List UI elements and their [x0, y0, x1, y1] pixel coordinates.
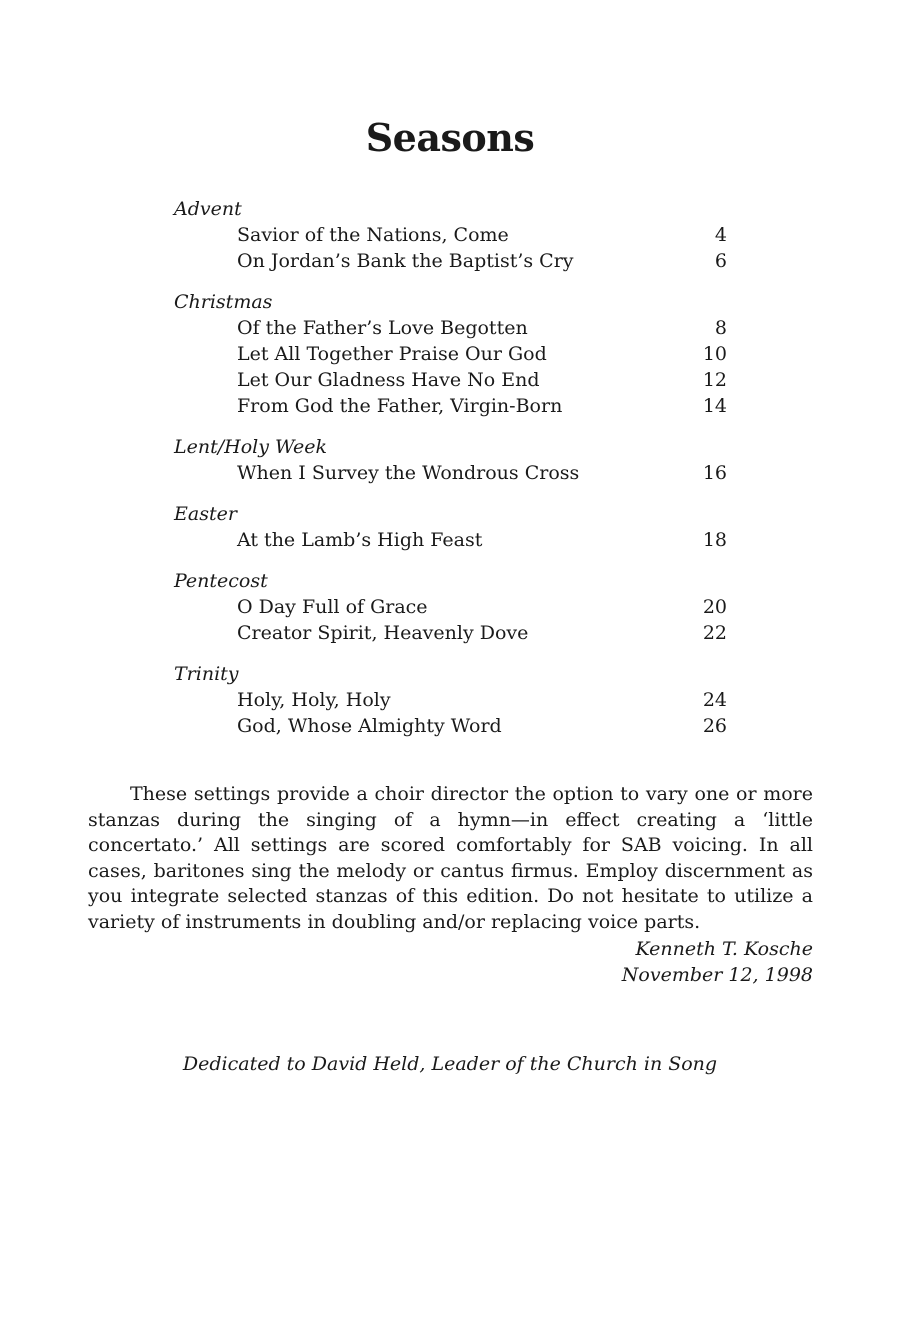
toc-section-lent [174, 434, 727, 486]
section-heading: Advent [174, 198, 242, 220]
toc-entry [174, 393, 727, 419]
entry-title: On Jordan’s Bank the Baptist’s Cry [237, 250, 574, 272]
entry-page-number: 10 [702, 343, 727, 365]
entry-page-number: 18 [702, 529, 727, 551]
toc-section-easter [174, 501, 727, 553]
entry-title: O Day Full of Grace [237, 596, 428, 618]
section-heading: Lent/Holy Week [174, 436, 327, 458]
entry-title: From God the Father, Virgin-Born [237, 395, 563, 417]
toc-entry [174, 687, 727, 713]
entry-title: Holy, Holy, Holy [237, 689, 391, 711]
section-heading: Pentecost [174, 570, 268, 592]
entry-page-number: 16 [702, 462, 727, 484]
entry-page-number: 20 [702, 596, 727, 618]
toc-section-pentecost [174, 568, 727, 646]
entry-title: God, Whose Almighty Word [237, 715, 502, 737]
entry-title: Let All Together Praise Our God [237, 343, 547, 365]
table-of-contents [174, 196, 727, 754]
signature-author: Kenneth T. Kosche [635, 938, 813, 960]
entry-title: Of the Father’s Love Begotten [237, 317, 528, 339]
entry-page-number: 26 [702, 715, 727, 737]
entry-page-number: 4 [714, 224, 727, 246]
toc-entry [174, 222, 727, 248]
entry-title: Let Our Gladness Have No End [237, 369, 540, 391]
entry-page-number: 8 [714, 317, 727, 339]
entry-title: When I Survey the Wondrous Cross [237, 462, 580, 484]
entry-page-number: 6 [714, 250, 727, 272]
toc-section-christmas [174, 289, 727, 419]
section-heading: Christmas [174, 291, 273, 313]
entry-title: Savior of the Nations, Come [237, 224, 509, 246]
signature-block [622, 936, 813, 988]
toc-entry [174, 367, 727, 393]
toc-section-advent [174, 196, 727, 274]
dedication: Dedicated to David Held, Leader of the Church in Song [182, 1053, 718, 1075]
entry-page-number: 14 [702, 395, 727, 417]
intro-paragraph: These settings provide a choir director the option to vary one or more stanzas during the singing of a hymn—in effect creating a ‘little concertato.’ All settings are scored comfortably for SAB voicing. In all cases, baritones sing the melody or cantus firmus. Employ discernment as you integrate selected stanzas of this edition. Do not hesitate to utilize a variety of instruments in doubling and/or replacing voice parts. [88, 783, 813, 933]
toc-entry [174, 315, 727, 341]
toc-entry [174, 460, 727, 486]
entry-title: At the Lamb’s High Feast [237, 529, 483, 551]
toc-entry [174, 620, 727, 646]
toc-entry [174, 594, 727, 620]
page-title: Seasons [365, 115, 535, 160]
signature-date: November 12, 1998 [621, 964, 813, 986]
toc-section-trinity [174, 661, 727, 739]
entry-page-number: 24 [702, 689, 727, 711]
entry-page-number: 12 [702, 369, 727, 391]
toc-entry [174, 713, 727, 739]
entry-title: Creator Spirit, Heavenly Dove [237, 622, 529, 644]
toc-entry [174, 527, 727, 553]
entry-page-number: 22 [702, 622, 727, 644]
section-heading: Trinity [174, 663, 239, 685]
section-heading: Easter [174, 503, 237, 525]
toc-entry [174, 341, 727, 367]
toc-entry [174, 248, 727, 274]
